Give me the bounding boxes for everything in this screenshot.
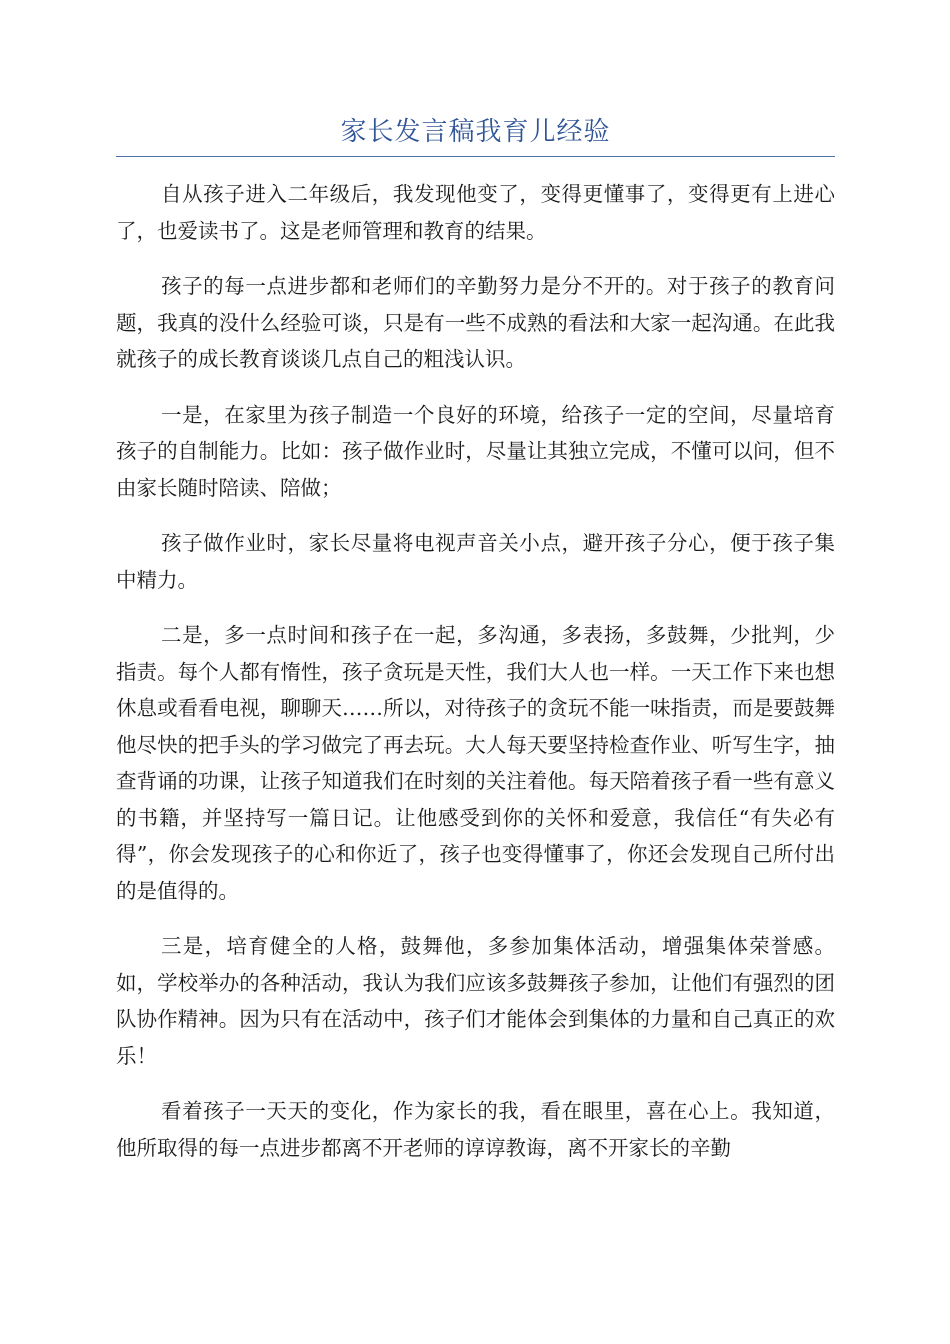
title-block (116, 112, 835, 157)
paragraph-6: 三是，培育健全的人格，鼓舞他，多参加集体活动，增强集体荣誉感。如，学校举办的各种活动，我认为我们应该多鼓舞孩子参加，让他们有强烈的团队协作精神。因为只有在活动中，孩子们才能体会到集体的力量和自己真正的欢乐！ (116, 934, 835, 1068)
paragraph-1: 自从孩子进入二年级后，我发现他变了，变得更懂事了，变得更有上进心了，也爱读书了。这是老师管理和教育的结果。 (116, 182, 835, 243)
paragraph-5: 二是，多一点时间和孩子在一起，多沟通，多表扬，多鼓舞，少批判，少指责。每个人都有惰性，孩子贪玩是天性，我们大人也一样。一天工作下来也想休息或看看电视，聊聊天……所以，对待孩子的贪玩不能一味指责，而是要鼓舞他尽快的把手头的学习做完了再去玩。大人每天要坚持检查作业、听写生字，抽查背诵的功课，让孩子知道我们在时刻的关注着他。每天陪着孩子看一些有意义的书籍，并坚持写一篇日记。让他感受到你的关怀和爱意，我信任“有失必有得”，你会发现孩子的心和你近了，孩子也变得懂事了，你还会发现自己所付出的是值得的。 (116, 623, 835, 903)
paragraph-2: 孩子的每一点进步都和老师们的辛勤努力是分不开的。对于孩子的教育问题，我真的没什么经验可谈，只是有一些不成熟的看法和大家一起沟通。在此我就孩子的成长教育谈谈几点自己的粗浅认识。 (116, 274, 835, 371)
document-title: 家长发言稿我育儿经验 (340, 117, 611, 147)
paragraph-4: 孩子做作业时，家长尽量将电视声音关小点，避开孩子分心，便于孩子集中精力。 (116, 531, 835, 592)
paragraph-7: 看着孩子一天天的变化，作为家长的我，看在眼里，喜在心上。我知道，他所取得的每一点进步都离不开老师的谆谆教诲，离不开家长的辛勤 (116, 1099, 835, 1160)
document-body (116, 176, 835, 1185)
paragraph-3: 一是，在家里为孩子制造一个良好的环境，给孩子一定的空间，尽量培育孩子的自制能力。比如：孩子做作业时，尽量让其独立完成，不懂可以问，但不由家长随时陪读、陪做； (116, 402, 835, 500)
